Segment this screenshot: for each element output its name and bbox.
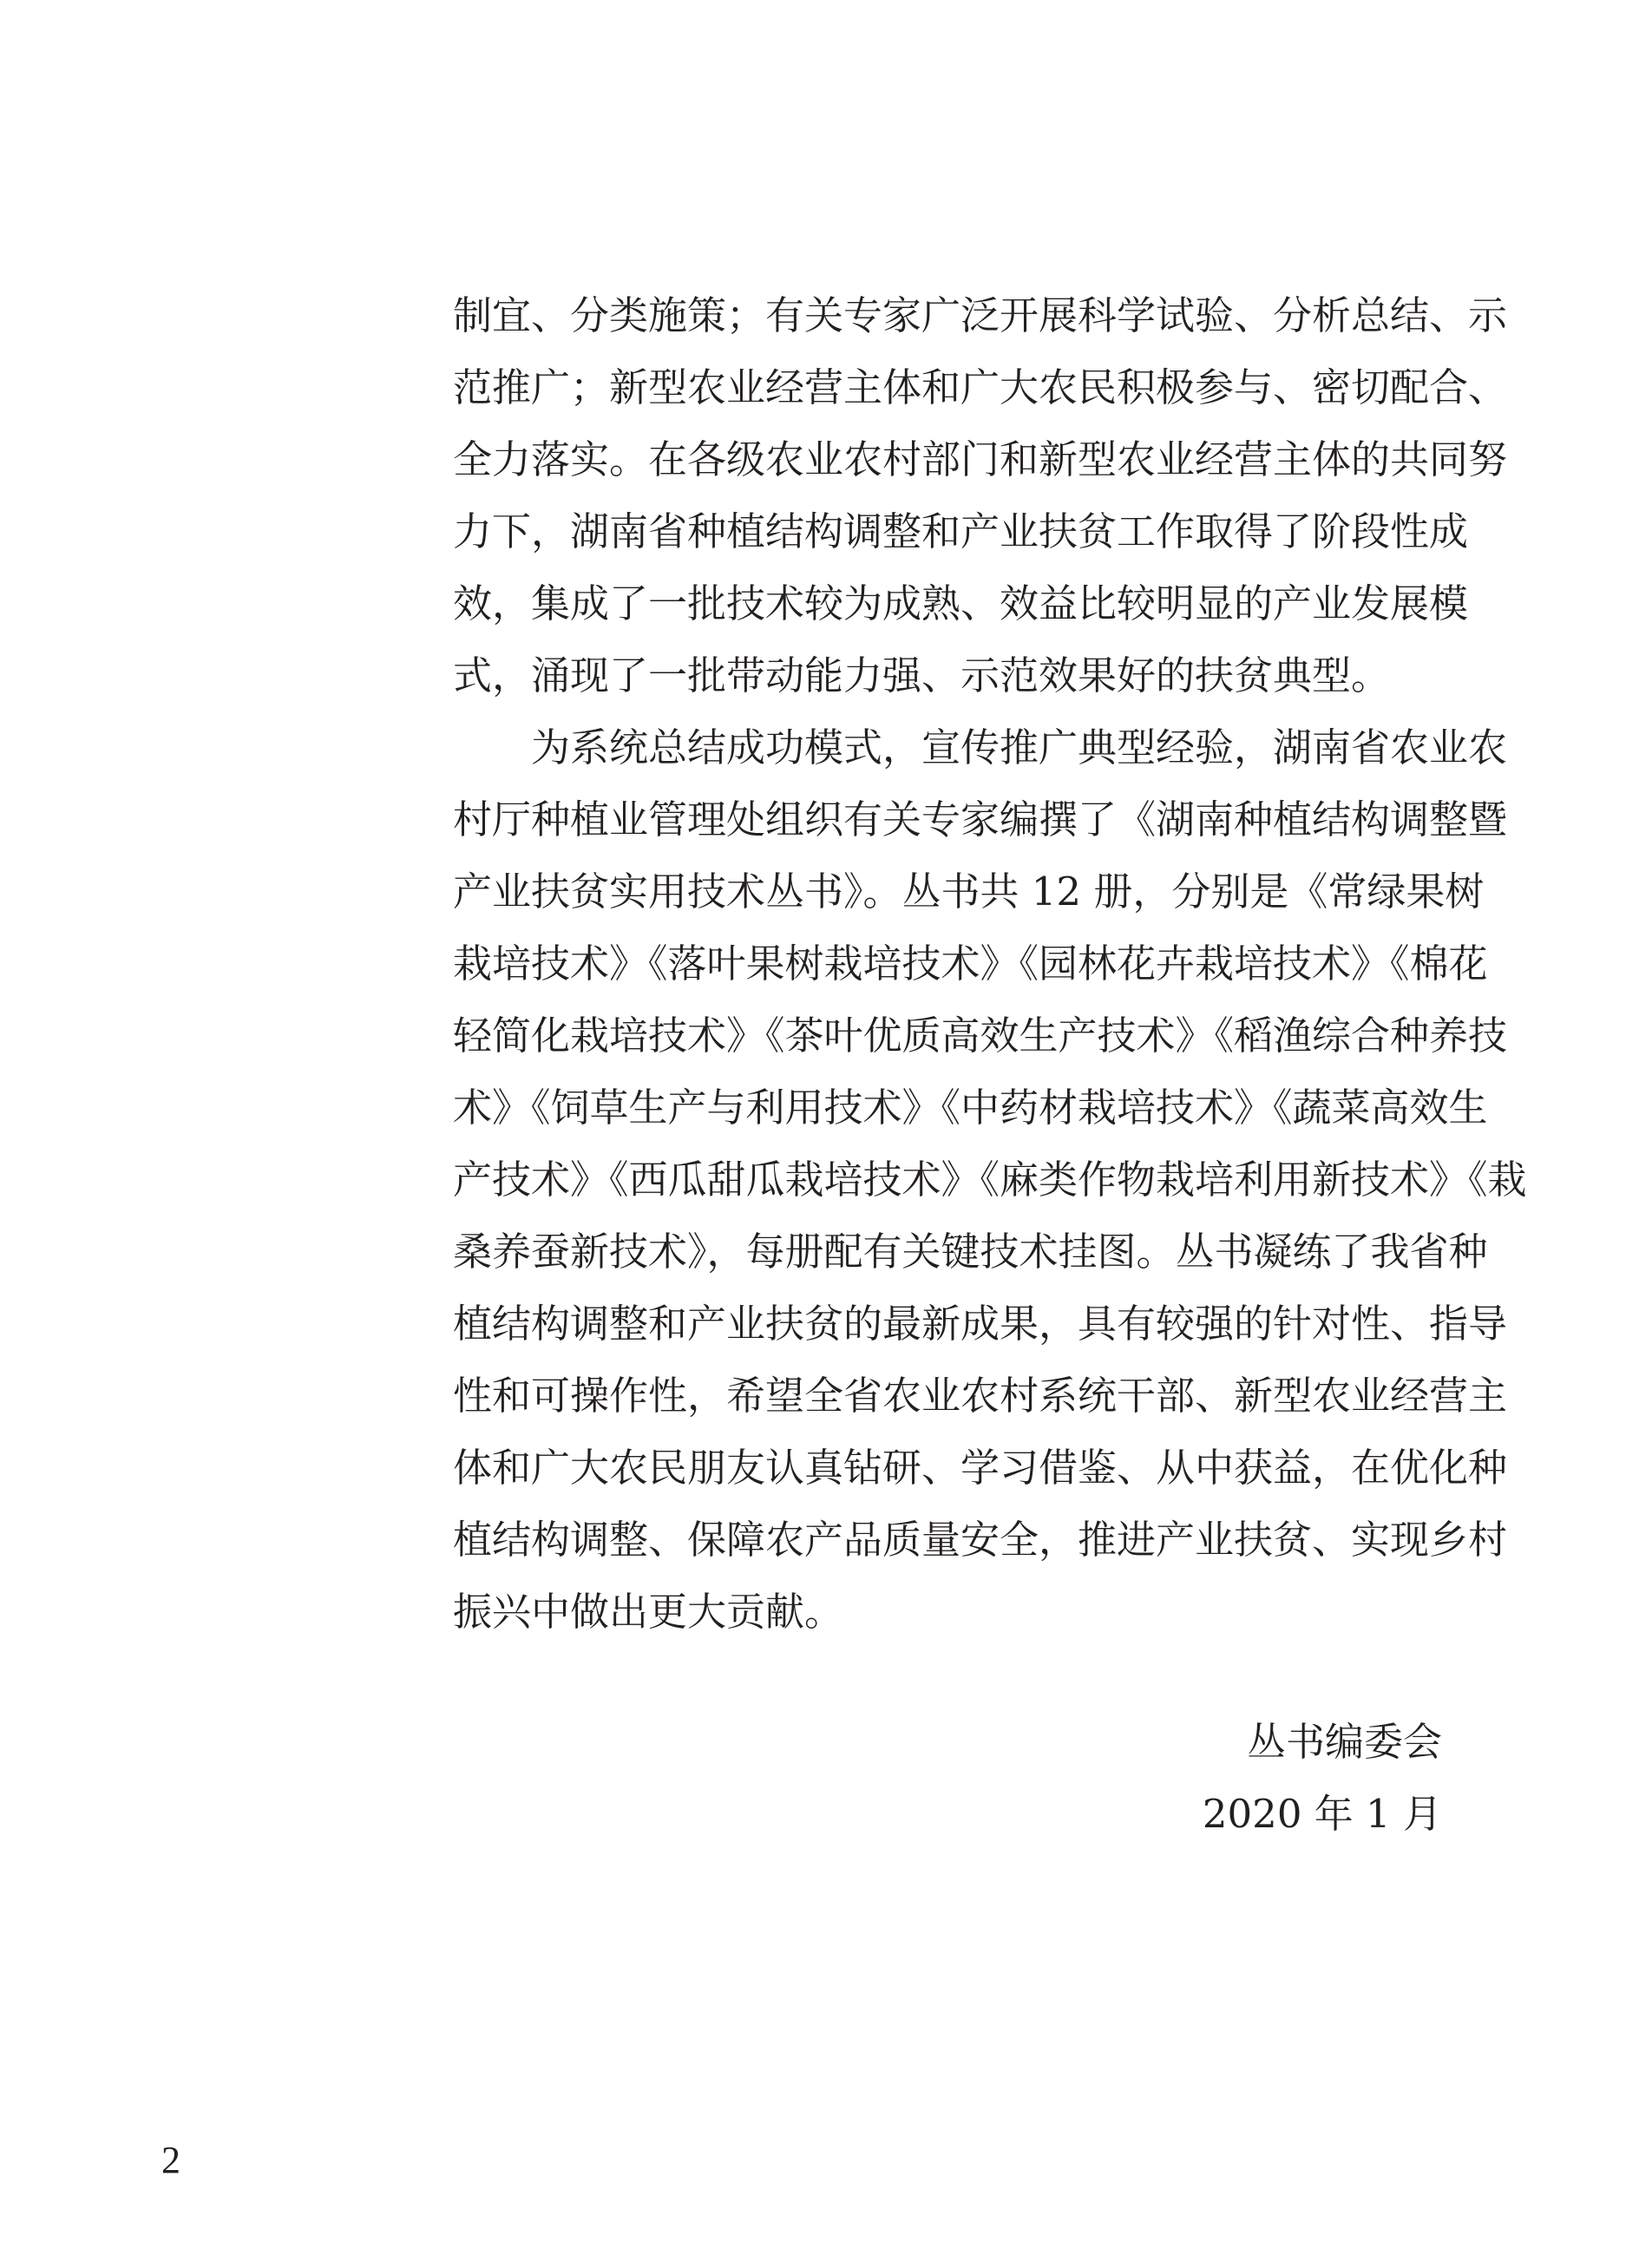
text-line: 植结构调整和产业扶贫的最新成果，具有较强的针对性、指导 [453, 1301, 1508, 1347]
text-line: 为系统总结成功模式，宣传推广典型经验，湖南省农业农 [531, 724, 1508, 770]
text-line: 栽培技术》《落叶果树栽培技术》《园林花卉栽培技术》《棉花 [453, 941, 1488, 987]
paragraph-2 [453, 711, 1527, 1648]
signature-block [1203, 1706, 1442, 1850]
text-line: 体和广大农民朋友认真钻研、学习借鉴、从中获益，在优化种 [453, 1445, 1508, 1491]
text-line: 桑养蚕新技术》，每册配有关键技术挂图。丛书凝练了我省种 [453, 1229, 1488, 1275]
text-line: 式，涌现了一批带动能力强、示范效果好的扶贫典型。 [453, 652, 1391, 698]
text-line: 植结构调整、保障农产品质量安全，推进产业扶贫、实现乡村 [453, 1517, 1508, 1563]
text-line: 产业扶贫实用技术丛书》。丛书共 12 册，分别是《常绿果树 [453, 869, 1485, 915]
text-line: 术》《饲草生产与利用技术》《中药材栽培技术》《蔬菜高效生 [453, 1085, 1488, 1131]
text-line: 振兴中做出更大贡献。 [453, 1589, 844, 1635]
body-text [453, 279, 1527, 1648]
text-line: 全力落实。在各级农业农村部门和新型农业经营主体的共同努 [453, 436, 1508, 482]
text-line: 轻简化栽培技术》《茶叶优质高效生产技术》《稻渔综合种养技 [453, 1013, 1508, 1059]
text-line: 力下，湖南省种植结构调整和产业扶贫工作取得了阶段性成 [453, 508, 1469, 554]
text-line: 效，集成了一批技术较为成熟、效益比较明显的产业发展模 [453, 580, 1469, 626]
page-number: 2 [161, 2139, 180, 2181]
signature-date: 2020 年 1 月 [1202, 1791, 1442, 1837]
signature-author: 丛书编委会 [1246, 1719, 1442, 1765]
text-line: 产技术》《西瓜甜瓜栽培技术》《麻类作物栽培利用新技术》《栽 [453, 1157, 1527, 1203]
text-line: 性和可操作性，希望全省农业农村系统干部、新型农业经营主 [453, 1373, 1508, 1419]
text-line: 制宜、分类施策；有关专家广泛开展科学试验、分析总结、示 [453, 292, 1508, 338]
paragraph-1 [453, 279, 1508, 711]
text-line: 范推广；新型农业经营主体和广大农民积极参与、密切配合、 [453, 364, 1508, 410]
text-line: 村厅种植业管理处组织有关专家编撰了《湖南种植结构调整暨 [453, 797, 1508, 843]
